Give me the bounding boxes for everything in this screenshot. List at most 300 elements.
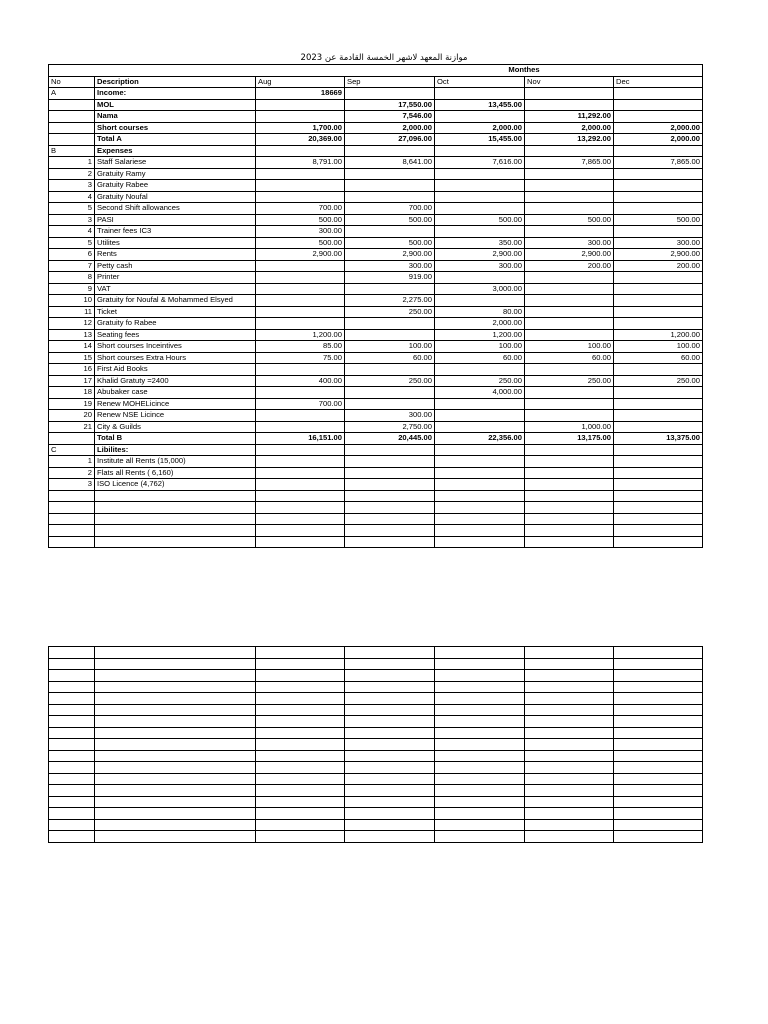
- empty-grid-table: [48, 646, 703, 843]
- row-number-cell: 8: [49, 272, 95, 284]
- month-value-cell: [256, 283, 345, 295]
- empty-cell: [525, 739, 614, 751]
- empty-cell: [525, 647, 614, 659]
- row-number-cell: 13: [49, 329, 95, 341]
- month-value-cell: [345, 398, 435, 410]
- empty-cell: [345, 785, 435, 797]
- row-number-cell: 21: [49, 421, 95, 433]
- table-row: [49, 421, 703, 433]
- month-value-cell: 1,200.00: [614, 329, 703, 341]
- month-value-cell: 300.00: [435, 260, 525, 272]
- month-value-cell: [525, 479, 614, 491]
- empty-cell: [345, 819, 435, 831]
- table-row: [49, 525, 703, 537]
- table-row: [49, 467, 703, 479]
- month-value-cell: [345, 191, 435, 203]
- empty-row: [49, 785, 703, 797]
- empty-row: [49, 704, 703, 716]
- row-number-cell: [49, 502, 95, 514]
- empty-cell: [256, 819, 345, 831]
- empty-cell: [95, 681, 256, 693]
- row-number-cell: 15: [49, 352, 95, 364]
- month-value-cell: 500.00: [435, 214, 525, 226]
- month-value-cell: [525, 410, 614, 422]
- empty-cell: [525, 819, 614, 831]
- empty-cell: [256, 796, 345, 808]
- empty-cell: [256, 831, 345, 843]
- empty-cell: [95, 704, 256, 716]
- month-value-cell: [256, 191, 345, 203]
- empty-cell: [95, 808, 256, 820]
- month-value-cell: [525, 398, 614, 410]
- empty-cell: [525, 704, 614, 716]
- month-value-cell: 18669: [256, 88, 345, 100]
- month-value-cell: [435, 467, 525, 479]
- month-value-cell: [435, 272, 525, 284]
- empty-cell: [525, 750, 614, 762]
- description-cell: [95, 513, 256, 525]
- month-value-cell: 2,750.00: [345, 421, 435, 433]
- month-value-cell: 1,000.00: [525, 421, 614, 433]
- empty-cell: [95, 670, 256, 682]
- row-number-cell: 9: [49, 283, 95, 295]
- empty-row: [49, 773, 703, 785]
- description-cell: First Aid Books: [95, 364, 256, 376]
- empty-cell: [49, 658, 95, 670]
- month-value-cell: [435, 226, 525, 238]
- month-column-header: Oct: [435, 76, 525, 88]
- month-value-cell: 500.00: [614, 214, 703, 226]
- month-value-cell: [435, 456, 525, 468]
- month-value-cell: 8,641.00: [345, 157, 435, 169]
- empty-cell: [435, 716, 525, 728]
- header-spacer-cell: [49, 65, 95, 77]
- month-value-cell: [435, 490, 525, 502]
- empty-cell: [435, 750, 525, 762]
- month-value-cell: 2,000.00: [435, 318, 525, 330]
- description-cell: Gratuity fo Rabee: [95, 318, 256, 330]
- row-number-cell: [49, 134, 95, 146]
- empty-cell: [614, 739, 703, 751]
- row-number-cell: 16: [49, 364, 95, 376]
- month-value-cell: [256, 410, 345, 422]
- month-value-cell: 250.00: [525, 375, 614, 387]
- table-row: [49, 122, 703, 134]
- empty-cell: [525, 670, 614, 682]
- table-row: [49, 341, 703, 353]
- description-cell: City & Guilds: [95, 421, 256, 433]
- table-row: [49, 410, 703, 422]
- month-value-cell: [525, 191, 614, 203]
- description-cell: MOL: [95, 99, 256, 111]
- month-value-cell: [525, 525, 614, 537]
- row-number-cell: 2: [49, 168, 95, 180]
- table-row: [49, 226, 703, 238]
- table-row: [49, 490, 703, 502]
- empty-cell: [435, 670, 525, 682]
- table-row: [49, 536, 703, 548]
- month-value-cell: 7,865.00: [614, 157, 703, 169]
- month-value-cell: [435, 502, 525, 514]
- month-value-cell: [525, 444, 614, 456]
- month-value-cell: 13,375.00: [614, 433, 703, 445]
- table-row: [49, 214, 703, 226]
- row-number-cell: 11: [49, 306, 95, 318]
- month-value-cell: 60.00: [614, 352, 703, 364]
- page-title: موازنة المعهد لاشهر الخمسة القادمة عن 2023: [300, 53, 468, 63]
- month-value-cell: [525, 536, 614, 548]
- empty-row: [49, 819, 703, 831]
- description-cell: Income:: [95, 88, 256, 100]
- description-cell: Gratuity Noufal: [95, 191, 256, 203]
- empty-row: [49, 750, 703, 762]
- description-column-header: Description: [95, 76, 256, 88]
- month-value-cell: [435, 410, 525, 422]
- month-value-cell: 15,455.00: [435, 134, 525, 146]
- month-value-cell: [435, 168, 525, 180]
- empty-cell: [49, 831, 95, 843]
- empty-cell: [435, 819, 525, 831]
- month-value-cell: [435, 444, 525, 456]
- empty-cell: [435, 681, 525, 693]
- month-value-cell: [525, 180, 614, 192]
- row-number-cell: 20: [49, 410, 95, 422]
- month-value-cell: 2,275.00: [345, 295, 435, 307]
- month-value-cell: [614, 283, 703, 295]
- empty-cell: [345, 693, 435, 705]
- row-number-cell: 1: [49, 456, 95, 468]
- description-cell: Abubaker case: [95, 387, 256, 399]
- month-value-cell: 17,550.00: [345, 99, 435, 111]
- month-value-cell: [614, 444, 703, 456]
- table-row: [49, 364, 703, 376]
- row-number-cell: 17: [49, 375, 95, 387]
- empty-cell: [435, 773, 525, 785]
- month-value-cell: [345, 467, 435, 479]
- month-value-cell: [256, 180, 345, 192]
- empty-cell: [345, 739, 435, 751]
- month-column-header: Sep: [345, 76, 435, 88]
- month-value-cell: 500.00: [345, 237, 435, 249]
- month-value-cell: [614, 180, 703, 192]
- month-value-cell: [614, 490, 703, 502]
- month-value-cell: [435, 513, 525, 525]
- table-row: [49, 111, 703, 123]
- table-row: [49, 168, 703, 180]
- month-value-cell: [256, 387, 345, 399]
- empty-cell: [614, 762, 703, 774]
- month-value-cell: [345, 88, 435, 100]
- empty-cell: [49, 681, 95, 693]
- month-value-cell: [435, 180, 525, 192]
- empty-cell: [95, 739, 256, 751]
- empty-cell: [256, 716, 345, 728]
- row-number-cell: 1: [49, 157, 95, 169]
- month-value-cell: [525, 490, 614, 502]
- empty-cell: [49, 785, 95, 797]
- row-number-cell: 18: [49, 387, 95, 399]
- month-value-cell: [256, 364, 345, 376]
- empty-cell: [614, 831, 703, 843]
- month-value-cell: [525, 99, 614, 111]
- month-value-cell: [256, 260, 345, 272]
- empty-row: [49, 762, 703, 774]
- month-value-cell: 200.00: [614, 260, 703, 272]
- month-value-cell: 4,000.00: [435, 387, 525, 399]
- table-row: [49, 237, 703, 249]
- description-cell: [95, 490, 256, 502]
- month-value-cell: 1,200.00: [256, 329, 345, 341]
- description-cell: PASI: [95, 214, 256, 226]
- empty-cell: [256, 658, 345, 670]
- empty-cell: [525, 693, 614, 705]
- month-value-cell: [256, 306, 345, 318]
- description-cell: Total B: [95, 433, 256, 445]
- header-spacer-cell: [614, 65, 703, 77]
- month-value-cell: 13,292.00: [525, 134, 614, 146]
- table-row: [49, 456, 703, 468]
- month-value-cell: 2,000.00: [525, 122, 614, 134]
- empty-cell: [614, 693, 703, 705]
- budget-table: [48, 64, 703, 548]
- table-row: [49, 479, 703, 491]
- table-row: [49, 318, 703, 330]
- months-group-header: Monthes: [435, 65, 614, 77]
- month-value-cell: [435, 421, 525, 433]
- table-row: [49, 272, 703, 284]
- month-value-cell: [614, 513, 703, 525]
- empty-cell: [435, 727, 525, 739]
- empty-cell: [345, 831, 435, 843]
- month-value-cell: [256, 111, 345, 123]
- month-value-cell: 2,000.00: [614, 122, 703, 134]
- empty-cell: [435, 831, 525, 843]
- no-column-header: No: [49, 76, 95, 88]
- month-value-cell: [614, 272, 703, 284]
- empty-row: [49, 658, 703, 670]
- month-value-cell: [525, 456, 614, 468]
- empty-cell: [95, 716, 256, 728]
- empty-cell: [435, 647, 525, 659]
- empty-cell: [525, 762, 614, 774]
- description-cell: Short courses Inceintives: [95, 341, 256, 353]
- month-value-cell: [614, 99, 703, 111]
- description-cell: Gratuity for Noufal & Mohammed Elsyed: [95, 295, 256, 307]
- empty-cell: [95, 762, 256, 774]
- row-number-cell: [49, 490, 95, 502]
- empty-cell: [525, 658, 614, 670]
- table-row: [49, 180, 703, 192]
- month-value-cell: [435, 88, 525, 100]
- empty-cell: [345, 750, 435, 762]
- empty-cell: [614, 704, 703, 716]
- empty-cell: [525, 796, 614, 808]
- month-value-cell: 300.00: [525, 237, 614, 249]
- month-value-cell: [256, 272, 345, 284]
- month-value-cell: [256, 295, 345, 307]
- month-value-cell: 400.00: [256, 375, 345, 387]
- month-value-cell: [614, 398, 703, 410]
- row-number-cell: 2: [49, 467, 95, 479]
- empty-row: [49, 693, 703, 705]
- table-row: [49, 444, 703, 456]
- empty-cell: [435, 739, 525, 751]
- month-value-cell: 2,000.00: [435, 122, 525, 134]
- empty-cell: [256, 750, 345, 762]
- description-cell: Ticket: [95, 306, 256, 318]
- row-number-cell: [49, 433, 95, 445]
- empty-cell: [49, 808, 95, 820]
- empty-cell: [614, 681, 703, 693]
- description-cell: Renew NSE Licince: [95, 410, 256, 422]
- empty-cell: [256, 693, 345, 705]
- month-value-cell: [345, 145, 435, 157]
- description-cell: Staff Salariese: [95, 157, 256, 169]
- month-value-cell: [345, 536, 435, 548]
- month-value-cell: [525, 168, 614, 180]
- month-value-cell: 7,546.00: [345, 111, 435, 123]
- month-value-cell: [345, 364, 435, 376]
- empty-cell: [525, 727, 614, 739]
- empty-cell: [345, 658, 435, 670]
- row-number-cell: [49, 122, 95, 134]
- month-value-cell: [614, 191, 703, 203]
- month-value-cell: [435, 479, 525, 491]
- row-number-cell: 3: [49, 479, 95, 491]
- month-value-cell: [256, 444, 345, 456]
- month-value-cell: 700.00: [256, 203, 345, 215]
- month-column-header: Dec: [614, 76, 703, 88]
- month-value-cell: [435, 536, 525, 548]
- month-value-cell: [614, 467, 703, 479]
- table-row: [49, 306, 703, 318]
- empty-cell: [435, 796, 525, 808]
- month-value-cell: [256, 536, 345, 548]
- empty-cell: [614, 750, 703, 762]
- empty-row: [49, 670, 703, 682]
- month-value-cell: 250.00: [614, 375, 703, 387]
- month-value-cell: 300.00: [345, 410, 435, 422]
- month-value-cell: [525, 283, 614, 295]
- empty-cell: [49, 704, 95, 716]
- empty-cell: [256, 727, 345, 739]
- month-value-cell: [435, 295, 525, 307]
- empty-cell: [345, 647, 435, 659]
- empty-cell: [435, 808, 525, 820]
- month-value-cell: [256, 456, 345, 468]
- month-value-cell: 1,200.00: [435, 329, 525, 341]
- month-value-cell: [614, 226, 703, 238]
- month-value-cell: [435, 398, 525, 410]
- table-row: [49, 249, 703, 261]
- row-number-cell: 7: [49, 260, 95, 272]
- table-row: [49, 260, 703, 272]
- month-value-cell: [525, 88, 614, 100]
- empty-cell: [95, 819, 256, 831]
- description-cell: Gratuity Rabee: [95, 180, 256, 192]
- month-value-cell: [614, 203, 703, 215]
- month-value-cell: [345, 525, 435, 537]
- month-value-cell: 300.00: [256, 226, 345, 238]
- month-value-cell: 7,616.00: [435, 157, 525, 169]
- month-value-cell: [525, 329, 614, 341]
- month-value-cell: [614, 387, 703, 399]
- month-value-cell: [614, 318, 703, 330]
- month-value-cell: [345, 226, 435, 238]
- empty-cell: [525, 785, 614, 797]
- month-value-cell: [435, 191, 525, 203]
- empty-cell: [256, 762, 345, 774]
- empty-row: [49, 647, 703, 659]
- month-value-cell: 75.00: [256, 352, 345, 364]
- month-value-cell: 100.00: [435, 341, 525, 353]
- month-value-cell: 100.00: [614, 341, 703, 353]
- empty-cell: [614, 808, 703, 820]
- description-cell: Expenses: [95, 145, 256, 157]
- row-number-cell: A: [49, 88, 95, 100]
- month-value-cell: [435, 111, 525, 123]
- row-number-cell: 5: [49, 237, 95, 249]
- empty-cell: [256, 739, 345, 751]
- month-value-cell: [345, 387, 435, 399]
- empty-cell: [614, 727, 703, 739]
- month-value-cell: 700.00: [345, 203, 435, 215]
- empty-cell: [95, 727, 256, 739]
- month-value-cell: [525, 145, 614, 157]
- month-value-cell: [525, 295, 614, 307]
- month-value-cell: [345, 318, 435, 330]
- empty-cell: [95, 658, 256, 670]
- empty-cell: [614, 670, 703, 682]
- row-number-cell: 12: [49, 318, 95, 330]
- month-value-cell: [525, 272, 614, 284]
- month-value-cell: [435, 525, 525, 537]
- month-value-cell: [435, 145, 525, 157]
- row-number-cell: 5: [49, 203, 95, 215]
- month-value-cell: [525, 203, 614, 215]
- month-value-cell: [256, 525, 345, 537]
- month-value-cell: [614, 111, 703, 123]
- table-row: [49, 99, 703, 111]
- month-value-cell: [256, 490, 345, 502]
- empty-row: [49, 716, 703, 728]
- empty-cell: [95, 750, 256, 762]
- empty-cell: [435, 762, 525, 774]
- empty-cell: [256, 773, 345, 785]
- description-cell: Total A: [95, 134, 256, 146]
- empty-cell: [345, 704, 435, 716]
- table-row: [49, 134, 703, 146]
- description-cell: Printer: [95, 272, 256, 284]
- month-value-cell: [614, 456, 703, 468]
- empty-cell: [49, 750, 95, 762]
- row-number-cell: [49, 111, 95, 123]
- description-cell: Short courses Extra Hours: [95, 352, 256, 364]
- empty-cell: [95, 647, 256, 659]
- empty-cell: [49, 647, 95, 659]
- month-value-cell: [614, 88, 703, 100]
- row-number-cell: B: [49, 145, 95, 157]
- month-value-cell: 22,356.00: [435, 433, 525, 445]
- month-value-cell: [525, 467, 614, 479]
- empty-cell: [614, 796, 703, 808]
- month-value-cell: 13,175.00: [525, 433, 614, 445]
- month-value-cell: [256, 502, 345, 514]
- description-cell: Short courses: [95, 122, 256, 134]
- month-value-cell: 2,900.00: [614, 249, 703, 261]
- table-row: [49, 191, 703, 203]
- description-cell: Nama: [95, 111, 256, 123]
